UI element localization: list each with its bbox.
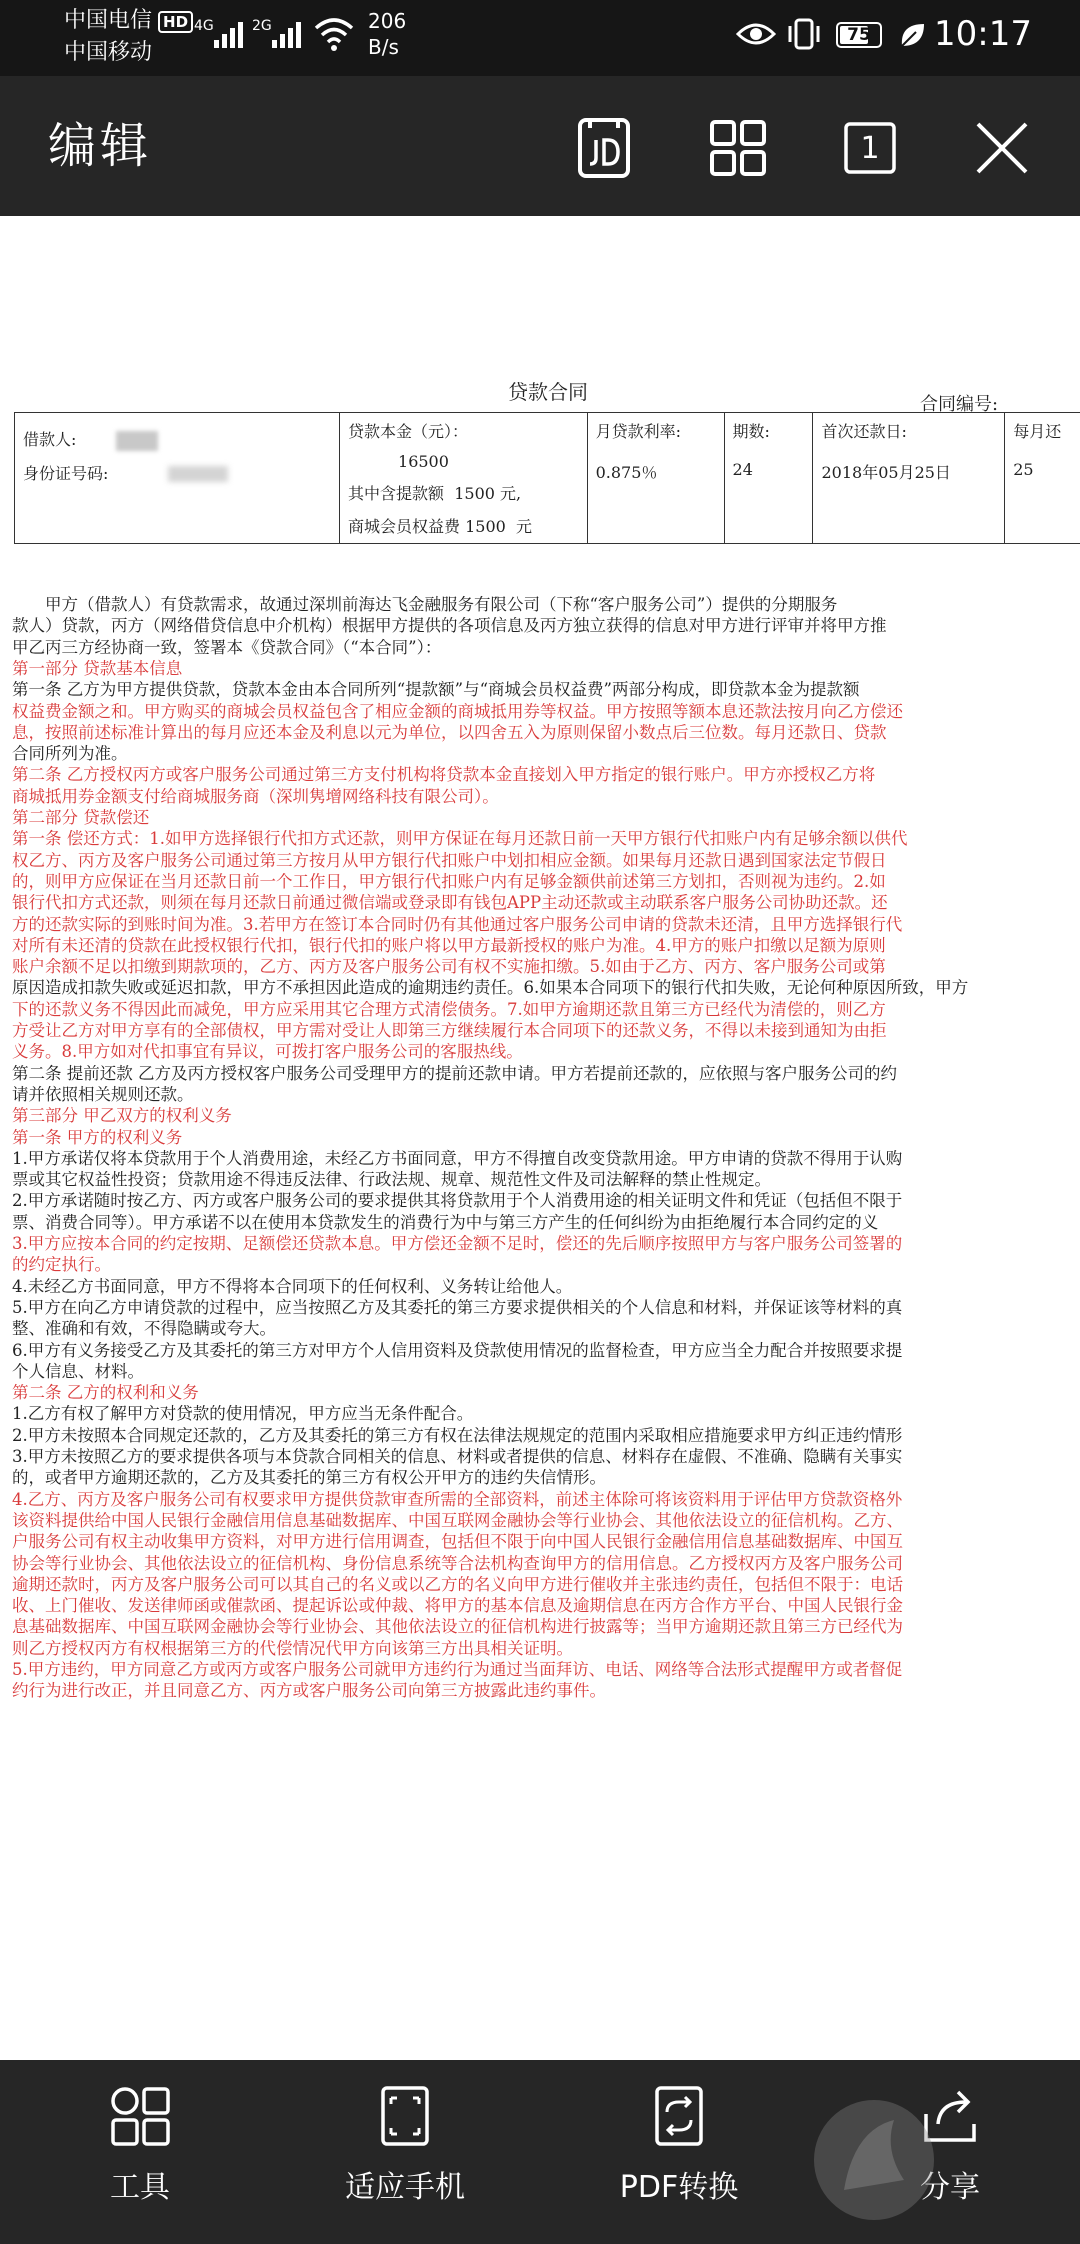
network-speed-unit: B/s xyxy=(368,35,399,59)
contract-line: 甲方（借款人）有贷款需求，故通过深圳前海达飞金融服务有限公司（下称“客户服务公司”）提供的分期服务 xyxy=(12,595,838,614)
contract-line: 整、准确和有效，不得隐瞒或夸大。 xyxy=(12,1319,276,1339)
contract-line: 第一条 偿还方式：1.如甲方选择银行代扣方式还款，则甲方保证在每月还款日前一天甲方银行代扣账户内有足够余额以供代 xyxy=(12,829,908,849)
contract-line: 第二条 乙方的权利和义务 xyxy=(12,1383,199,1403)
fit-screen-icon xyxy=(373,2084,437,2148)
contract-line: 第一条 甲方的权利义务 xyxy=(12,1127,183,1147)
wifi-icon xyxy=(314,16,354,52)
rate-label: 月贷款利率: xyxy=(595,422,681,441)
network-speed-value: 206 xyxy=(368,9,407,33)
member-fee-label: 商城会员权益费 xyxy=(348,517,461,536)
contract-line: 的约定执行。 xyxy=(12,1255,111,1275)
contract-line: 第一条 乙方为甲方提供贷款，贷款本金由本合同所列“提款额”与“商城会员权益费”两部分构成，即贷款本金为提款额 xyxy=(12,680,860,700)
watermark-logo xyxy=(804,2090,944,2230)
contract-line: 2.甲方承诺随时按乙方、丙方或客户服务公司的要求提供其将贷款用于个人消费用途的相关证明文件和凭证（包括但不限于 xyxy=(12,1191,903,1211)
contract-line: 第一部分 贷款基本信息 xyxy=(12,658,183,678)
monthly-label: 每月还 xyxy=(1013,422,1062,441)
redacted-id xyxy=(168,466,228,482)
withdraw-value: 1500 xyxy=(454,484,495,503)
carrier-1-name: 中国电信 xyxy=(64,8,153,33)
redacted-name xyxy=(116,431,158,451)
term-value: 24 xyxy=(732,460,753,479)
withdraw-unit: 元, xyxy=(500,484,522,503)
close-icon xyxy=(972,118,1032,178)
pdf-convert-label: PDF转换 xyxy=(619,2170,739,2205)
contract-line: 约行为进行改正，并且同意乙方、丙方或客户服务公司向第三方披露此违约事件。 xyxy=(12,1681,606,1701)
contract-line: 原因造成扣款失败或延迟扣款，甲方不承担因此造成的逾期违约责任。6.如果本合同项下的银行代扣失败，无论何种原因所致，甲方 xyxy=(12,978,969,998)
contract-line: 账户余额不足以扣缴到期款项的，乙方、丙方及客户服务公司有权不实施扣缴。5.如由于乙方、丙方、客户服务公司或第 xyxy=(12,957,886,977)
loan-info-table xyxy=(14,412,1080,544)
title-bar xyxy=(0,76,1080,216)
contract-line: 3.甲方应按本合同的约定按期、足额偿还贷款本息。甲方偿还金额不足时，偿还的先后顺序按照甲方与客户服务公司签署的 xyxy=(12,1234,903,1253)
contract-line: 3.甲方未按照乙方的要求提供各项与本贷款合同相关的信息、材料或者提供的信息、材料存在虚假、不准确、隐瞒有关事实 xyxy=(12,1447,903,1466)
contract-line: 票或其它权益性投资；贷款用途不得违反法律、行政法规、规章、规范性文件及司法解释的禁止性规定。 xyxy=(12,1170,771,1190)
power-saving-leaf-icon xyxy=(898,20,926,50)
principal-value: 16500 xyxy=(398,452,449,471)
contract-line: 户服务公司有权主动收集甲方资料，对甲方进行信用调查，包括但不限于向中国人民银行金融信用信息基础数据库、中国互 xyxy=(12,1532,903,1552)
contract-line: 协会等行业协会、其他依法设立的征信机构、身份信息系统等合法机构查询甲方的信用信息。乙方授权丙方及客户服务公司 xyxy=(12,1553,903,1573)
carrier-1 xyxy=(64,6,193,37)
status-bar xyxy=(0,0,1080,76)
id-number-label: 身份证号码: xyxy=(23,463,109,483)
contract-line: 6.甲方有义务接受乙方及其委托的第三方对甲方个人信用资料及贷款使用情况的监督检查，甲方应当全力配合并按照要求提 xyxy=(12,1340,903,1360)
vibrate-icon xyxy=(784,16,824,52)
contract-line: 第二条 乙方授权丙方或客户服务公司通过第三方支付机构将贷款本金直接划入甲方指定的银行账户。甲方亦授权乙方将 xyxy=(12,765,876,785)
contract-line: 对所有未还清的贷款在此授权银行代扣，银行代扣的账户将以甲方最新授权的账户为准。4.甲方的账户扣缴以足额为原则 xyxy=(12,935,886,955)
member-fee-value: 1500 xyxy=(465,517,506,536)
principal-label: 贷款本金（元）： xyxy=(348,422,469,441)
contract-line: 权益费金额之和。甲方购买的商城会员权益包含了相应金额的商城抵用券等权益。甲方按照等额本息还款法按月向乙方偿还 xyxy=(12,701,903,721)
first-repay-cell xyxy=(813,413,1005,544)
bottom-toolbar xyxy=(0,2060,1080,2244)
term-label: 期数: xyxy=(732,422,770,441)
signal-bars-1-icon xyxy=(214,18,243,48)
hd-badge: HD xyxy=(158,11,193,33)
contract-line: 第三部分 甲乙双方的权利义务 xyxy=(12,1106,232,1126)
network-speed xyxy=(368,8,406,60)
term-cell xyxy=(724,413,813,544)
tools-label: 工具 xyxy=(110,2170,170,2205)
monthly-value: 25 xyxy=(1013,460,1034,479)
contract-line: 银行代扣方式还款，则须在每月还款日前通过微信端或登录即有钱包APP主动还款或主动联系客户服务公司协助还款。还 xyxy=(12,893,888,913)
sim2-type: 2G xyxy=(252,18,272,34)
page-number-button[interactable] xyxy=(830,108,910,188)
contract-line: 款人）贷款，丙方（网络借贷信息中介机构）根据甲方提供的各项信息及丙方独立获得的信息对甲方进行评审并将甲方推 xyxy=(12,616,887,636)
fit-phone-button[interactable] xyxy=(330,2084,480,2206)
sim1-type: 4G xyxy=(194,18,214,34)
close-button[interactable] xyxy=(962,108,1042,188)
contract-line: 的，则甲方应保证在当月还款日前一个工作日，甲方银行代扣账户内有足够金额供前述第三方划扣，否则视为违约。2.如 xyxy=(12,871,886,891)
pdf-convert-button[interactable] xyxy=(604,2084,754,2206)
withdraw-label: 其中含提款额 xyxy=(348,484,445,503)
contract-line: 该资料提供给中国人民银行金融信用信息基础数据库、中国互联网金融协会等行业协会、其他依法设立的征信机构。乙方、 xyxy=(12,1510,903,1530)
contract-line: 请并依照相关规则还款。 xyxy=(12,1084,194,1104)
jd-button[interactable] xyxy=(564,108,644,188)
rate-value: 0.875％ xyxy=(595,463,658,482)
contract-line: 个人信息、材料。 xyxy=(12,1361,144,1381)
jd-icon xyxy=(576,116,632,180)
document-title: 贷款合同 xyxy=(508,380,588,404)
contract-line: 5.甲方违约，甲方同意乙方或丙方或客户服务公司就甲方违约行为通过当面拜访、电话、网络等合法形式提醒甲方或者督促 xyxy=(12,1660,903,1679)
contract-line: 则乙方授权丙方有权根据第三方的代偿情况代甲方向该第三方出具相关证明。 xyxy=(12,1638,573,1658)
contract-line: 2.甲方未按照本合同规定还款的，乙方及其委托的第三方有权在法律法规规定的范围内采取相应措施要求甲方纠正违约情形 xyxy=(12,1425,903,1445)
page-number: 1 xyxy=(860,130,880,166)
contract-line: 商城抵用券金额支付给商城服务商（深圳隽增网络科技有限公司）。 xyxy=(12,786,499,806)
contract-line: 义务。8.甲方如对代扣事宜有异议，可拨打客户服务公司的客服热线。 xyxy=(12,1042,523,1062)
contract-line: 5.甲方在向乙方申请贷款的过程中，应当按照乙方及其委托的第三方要求提供相关的个人信息和材料，并保证该等材料的真 xyxy=(12,1297,903,1317)
contract-line: 1.乙方有权了解甲方对贷款的使用情况，甲方应当无条件配合。 xyxy=(12,1404,474,1424)
borrower-label: 借款人: xyxy=(23,430,77,449)
first-repay-value: 2018年05月25日 xyxy=(821,463,951,482)
share-label: 分享 xyxy=(920,2170,980,2205)
rate-cell xyxy=(587,413,724,544)
contract-line: 合同所列为准。 xyxy=(12,744,128,764)
contract-line: 逾期还款时，丙方及客户服务公司可以其自己的名义或以乙方的名义向甲方进行催收并主张违约责任，包括但不限于：电话 xyxy=(12,1574,903,1594)
signal-bars-2-icon xyxy=(272,18,301,48)
grid-view-icon xyxy=(708,118,768,178)
contract-line: 息基础数据库、中国互联网金融协会等行业协会、其他依法设立的征信机构进行披露等；当甲方逾期还款且第三方已经代为 xyxy=(12,1617,903,1637)
contract-line: 票、消费合同等）。甲方承诺不以在使用本贷款发生的消费行为中与第三方产生的任何纠纷为由拒绝履行本合同约定的义 xyxy=(12,1212,879,1232)
document-page[interactable] xyxy=(0,216,1080,2060)
contract-line: 方受让乙方对甲方享有的全部债权，甲方需对受让人即第三方继续履行本合同项下的还款义务，不得以未接到通知为由拒 xyxy=(12,1021,887,1040)
contract-line: 的，或者甲方逾期还款的，乙方及其委托的第三方有权公开甲方的违约失信情形。 xyxy=(12,1468,606,1488)
contract-line: 息，按照前述标准计算出的每月应还本金及利息以元为单位，以四舍五入为原则保留小数点后三位数。每月还款日、贷款 xyxy=(12,722,887,742)
contract-number-label: 合同编号: xyxy=(920,394,999,415)
pdf-convert-icon xyxy=(647,2084,711,2148)
contract-line: 4.乙方、丙方及客户服务公司有权要求甲方提供贷款审查所需的全部资料，前述主体除可将该资料用于评估甲方贷款资格外 xyxy=(12,1489,903,1509)
battery-level: 75 xyxy=(847,25,871,45)
contract-line: 收、上门催收、发送律师函或催款函、提起诉讼或仲裁、将甲方的基本信息及逾期信息在丙方合作方平台、中国人民银行金 xyxy=(12,1596,903,1616)
contract-line: 权乙方、丙方及客户服务公司通过第三方按月从甲方银行代扣账户中划扣相应金额。如果每月还款日遇到国家法定节假日 xyxy=(12,850,887,870)
eye-comfort-icon xyxy=(736,20,776,48)
contract-line: 下的还款义务不得因此而减免，甲方应采用其它合理方式清偿债务。7.如甲方逾期还款且第三方已经代为清偿的，则乙方 xyxy=(12,999,886,1019)
contract-line: 4.未经乙方书面同意，甲方不得将本合同项下的任何权利、义务转让给他人。 xyxy=(12,1276,573,1296)
borrower-cell xyxy=(15,413,340,544)
tools-button[interactable] xyxy=(90,2084,190,2206)
clock: 10:17 xyxy=(934,14,1032,54)
principal-cell xyxy=(340,413,588,544)
monthly-cell xyxy=(1005,413,1080,544)
carrier-2: 中国移动 xyxy=(64,40,153,65)
contract-line: 1.甲方承诺仅将本贷款用于个人消费用途，未经乙方书面同意，甲方不得擅自改变贷款用途。甲方申请的贷款不得用于认购 xyxy=(12,1148,903,1168)
grid-view-button[interactable] xyxy=(698,108,778,188)
member-fee-unit: 元 xyxy=(516,517,533,536)
contract-line: 第二部分 贷款偿还 xyxy=(12,808,150,827)
page-title[interactable]: 编辑 xyxy=(48,118,153,174)
contract-line: 第二条 提前还款 乙方及丙方授权客户服务公司受理甲方的提前还款申请。甲方若提前还款的，应依照与客户服务公司的约 xyxy=(12,1063,897,1083)
battery-icon xyxy=(836,22,882,48)
contract-line: 方的还款实际的到账时间为准。3.若甲方在签订本合同时仍有其他通过客户服务公司申请的贷款未还清，且甲方选择银行代 xyxy=(12,914,903,934)
tools-icon xyxy=(108,2084,172,2148)
first-repay-label: 首次还款日: xyxy=(821,422,907,441)
contract-line: 甲乙丙三方经协商一致，签署本《贷款合同》（“本合同”）： xyxy=(12,637,442,657)
fit-phone-label: 适应手机 xyxy=(345,2170,465,2205)
